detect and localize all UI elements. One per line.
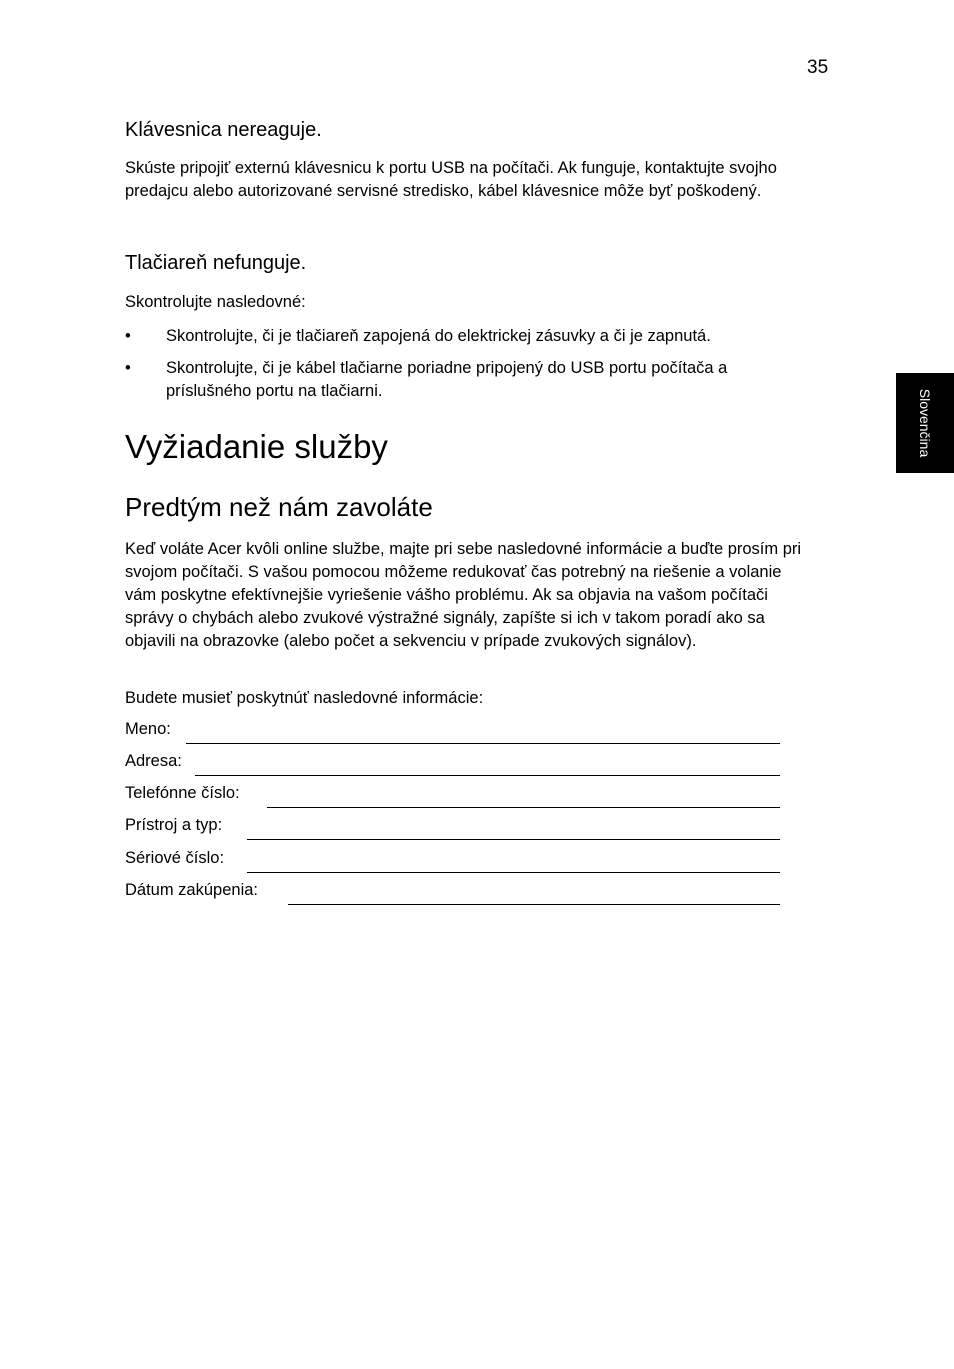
form-field-serial [125,849,780,873]
field-blank-line[interactable] [267,807,780,808]
form-field-phone [125,784,780,808]
printer-intro: Skontrolujte nasledovné: [125,293,306,311]
bullet-text: Skontrolujte, či je kábel tlačiarne poriadne pripojený do USB portu počítača a príslušného portu na tlačiarni. [166,359,728,400]
field-blank-line[interactable] [247,839,780,840]
bullet-symbol: • [125,327,131,345]
form-field-purchase-date [125,881,780,905]
keyboard-text: Skúste pripojiť externú klávesnicu k portu USB na počítači. Ak funguje, kontaktujte svojho predajcu alebo autorizované servisné stredisko, kábel klávesnice môže byť poškodený. [125,159,777,200]
form-field-device [125,816,780,840]
field-blank-line[interactable] [186,743,780,744]
fields-intro: Budete musieť poskytnúť nasledovné informácie: [125,689,484,707]
form-field-address [125,752,780,776]
printer-heading: Tlačiareň nefunguje. [125,252,307,274]
bullet-text: Skontrolujte, či je tlačiareň zapojená do elektrickej zásuvky a či je zapnutá. [166,327,711,345]
field-blank-line[interactable] [247,872,780,873]
service-subtitle: Predtým než nám zavoláte [125,492,433,522]
service-paragraph: Keď voláte Acer kvôli online službe, majte pri sebe nasledovné informácie a buďte prosím pri svojom počítači. S vašou pomocou môžeme redukovať čas potrebný na riešenie a volanie vám poskytne efektívnejšie vyriešenie vášho problému. Ak sa objavia na vašom počítači správy o chybách alebo zvukové výstražné signály, zapíšte si ich v takom poradí ako sa objavili na obrazovke (alebo počet a sekvenciu v prípade zvukových signálov). [125,540,802,650]
field-label: Prístroj a typ: [125,816,223,834]
page-number: 35 [807,57,829,78]
field-label: Telefónne číslo: [125,784,240,802]
bullet-symbol: • [125,359,131,377]
service-title: Vyžiadanie služby [125,428,388,465]
field-label: Meno: [125,720,171,738]
field-blank-line[interactable] [288,904,780,905]
field-blank-line[interactable] [195,775,780,776]
field-label: Sériové číslo: [125,849,225,867]
form-field-name [125,720,780,744]
field-label: Dátum zakúpenia: [125,881,258,899]
language-side-tab [896,373,954,473]
keyboard-heading: Klávesnica nereaguje. [125,119,322,141]
field-label: Adresa: [125,752,182,770]
language-side-tab-label: Slovenčina [917,388,933,458]
